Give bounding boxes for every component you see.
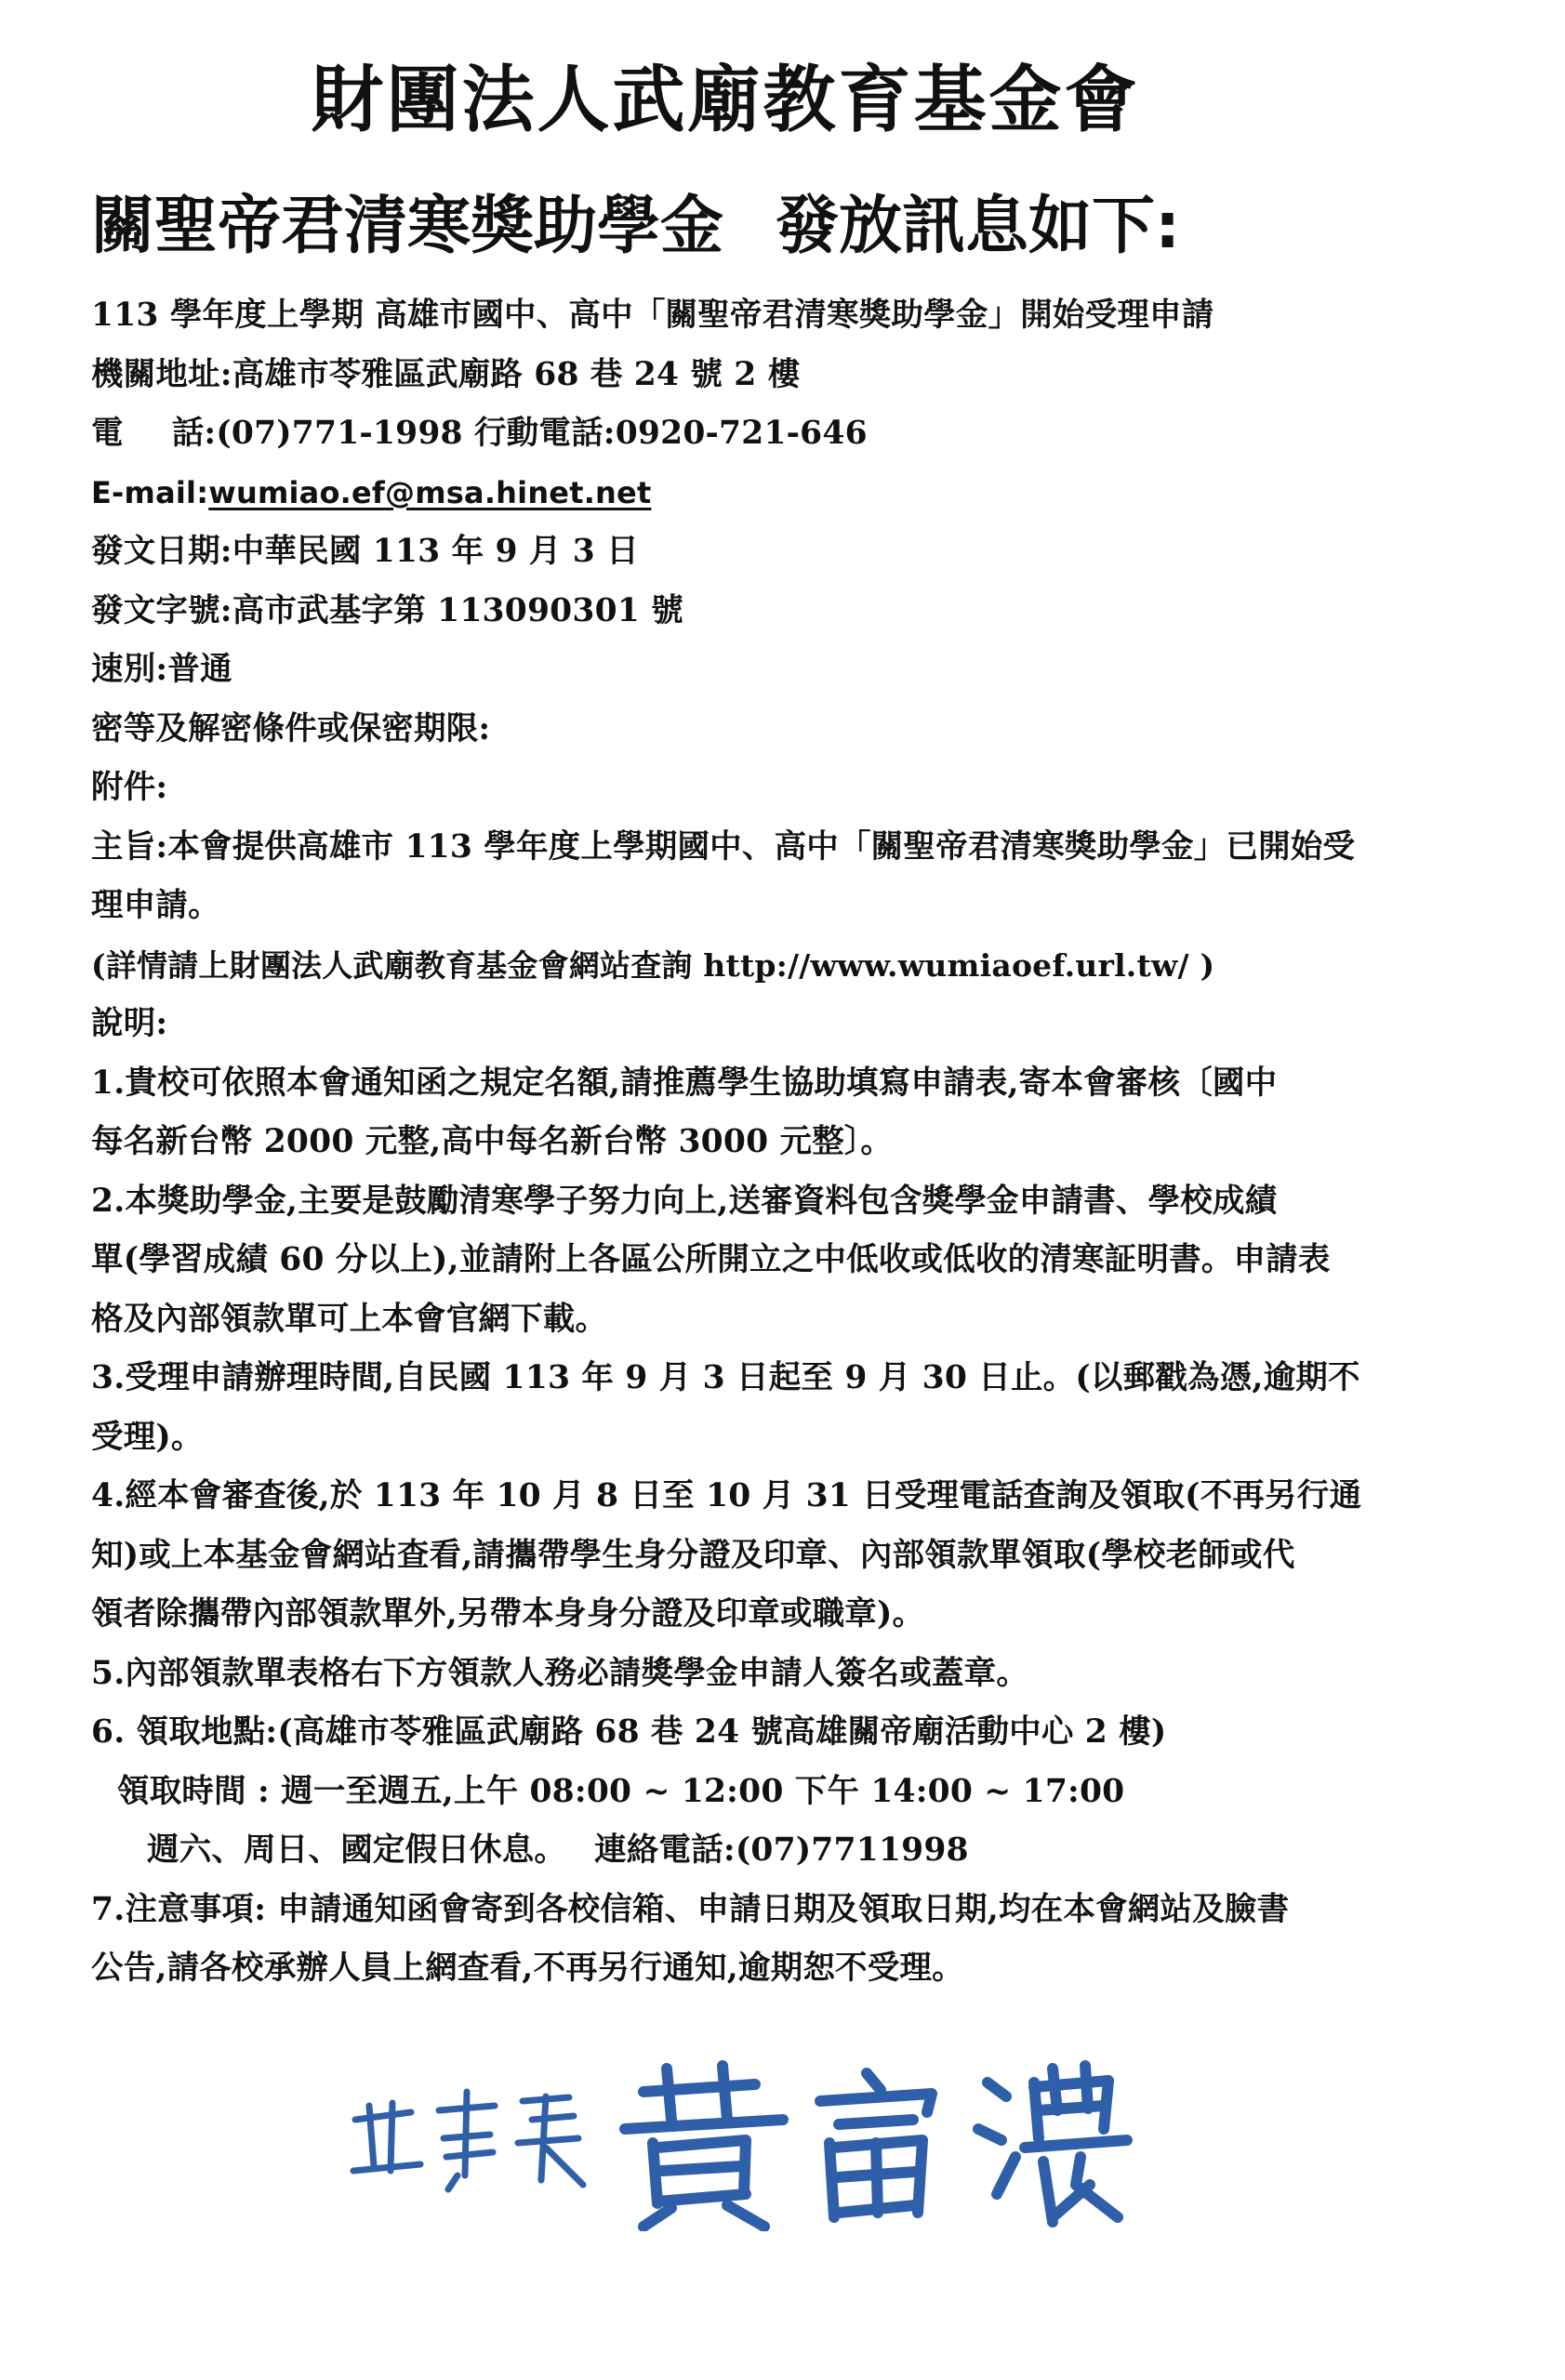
signature-title-strokes xyxy=(353,2092,583,2189)
subject-line-2: 理申請。 xyxy=(91,887,220,924)
intro-line: 113 學年度上學期 高雄市國中、高中「關聖帝君清寒獎助學金」開始受理申請 xyxy=(91,297,1214,334)
subject-line-1: 主旨:本會提供高雄市 113 學年度上學期國中、高中「關聖帝君清寒獎助學金」已開始受 xyxy=(91,827,1356,866)
confidential-line: 密等及解密條件或保密期限: xyxy=(91,709,491,747)
notice-title-main: 關聖帝君清寒獎助學金 xyxy=(91,190,724,263)
item-1-line-2: 每名新台幣 2000 元整,高中每名新台幣 3000 元整〕。 xyxy=(91,1123,894,1160)
item-1-line-1: 1.貴校可依照本會通知函之規定名額,請推薦學生協助填寫申請表,寄本會審核〔國中 xyxy=(91,1064,1278,1102)
notice-title xyxy=(91,182,1180,271)
item-6-closed-days: 週六、周日、國定假日休息。 xyxy=(147,1831,567,1869)
email-line xyxy=(91,464,1495,523)
signature-name-strokes xyxy=(625,2066,1127,2227)
item-6-contact-phone: 連絡電話:(07)7711998 xyxy=(594,1831,969,1869)
item-2-line-1: 2.本獎助學金,主要是鼓勵清寒學子努力向上,送審資料包含獎學金申請書、學校成績 xyxy=(91,1182,1278,1220)
email-label: E-mail: xyxy=(91,474,209,510)
item-3-line-2: 受理)。 xyxy=(91,1418,204,1456)
item-6-line-1: 6. 領取地點:(高雄市苓雅區武廟路 68 巷 24 號高雄關帝廟活動中心 2 樓) xyxy=(91,1713,1167,1751)
organization-title: 財團法人武廟教育基金會 xyxy=(311,59,1140,142)
item-4-line-3: 領者除攜帶內部領款單外,另帶本身身分證及印章或職章)。 xyxy=(91,1595,925,1633)
chairman-signature xyxy=(346,2055,1220,2231)
website-note-line: (詳情請上財團法人武廟教育基金會網站查詢 http://www.wumiaoef.url.tw/ ) xyxy=(91,946,1215,984)
item-7-line-1: 7.注意事項: 申請通知函會寄到各校信箱、申請日期及領取日期,均在本會網站及臉書 xyxy=(91,1890,1290,1928)
phone-label-1: 電 xyxy=(91,415,124,452)
phone-label-2: 話: xyxy=(171,415,217,452)
item-5-line: 5.內部領款單表格右下方領款人務必請獎學金申請人簽名或蓋章。 xyxy=(91,1654,1029,1692)
notice-title-suffix: 發放訊息如下: xyxy=(776,190,1181,263)
item-6-line-3 xyxy=(91,1821,1495,1881)
email-link[interactable]: wumiao.ef@msa.hinet.net xyxy=(208,474,652,510)
phone-value: (07)771-1998 行動電話:0920-721-646 xyxy=(216,415,868,452)
issue-number-line: 發文字號:高市武基字第 113090301 號 xyxy=(91,591,683,629)
attachment-line: 附件: xyxy=(91,769,168,806)
explain-label: 說明: xyxy=(91,1005,168,1042)
phone-line xyxy=(91,404,1495,464)
item-4-line-1: 4.經本會審查後,於 113 年 10 月 8 日至 10 月 31 日受理電話查詢及領取(不再另行通 xyxy=(91,1477,1362,1514)
item-7-line-2: 公告,請各校承辦人員上網查看,不再另行通知,逾期恕不受理。 xyxy=(91,1950,964,1987)
address-line: 機關地址:高雄市苓雅區武廟路 68 巷 24 號 2 樓 xyxy=(91,355,801,393)
speed-line: 速別:普通 xyxy=(91,651,232,688)
item-6-line-2: 領取時間 : 週一至週五,上午 08:00 ~ 12:00 下午 14:00 ~ 17:00 xyxy=(117,1772,1125,1810)
notice-body xyxy=(91,286,1495,1999)
item-2-line-3: 格及內部領款單可上本會官網下載。 xyxy=(91,1300,608,1338)
issue-date-line: 發文日期:中華民國 113 年 9 月 3 日 xyxy=(91,533,639,570)
item-2-line-2: 單(學習成績 60 分以上),並請附上各區公所開立之中低收或低收的清寒証明書。申請表 xyxy=(91,1241,1331,1278)
item-4-line-2: 知)或上本基金會網站查看,請攜帶學生身分證及印章、內部領款單領取(學校老師或代 xyxy=(91,1536,1295,1574)
item-3-line-1: 3.受理申請辦理時間,自民國 113 年 9 月 3 日起至 9 月 30 日止。(以郵戳為憑,逾期不 xyxy=(91,1359,1360,1396)
